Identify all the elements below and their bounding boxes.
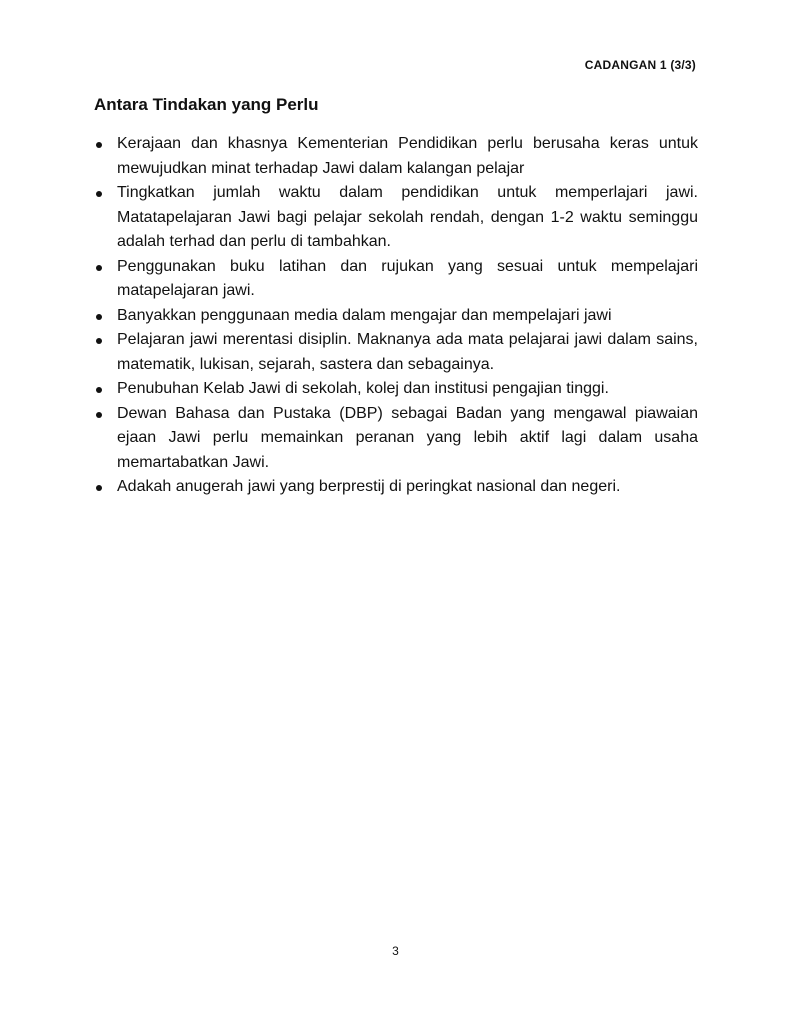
list-item-text: Penggunakan buku latihan dan rujukan yang sesuai untuk mempelajari matapelajaran jawi. bbox=[117, 257, 698, 299]
page-number: 3 bbox=[392, 944, 399, 958]
action-list bbox=[94, 132, 698, 500]
bullet-icon bbox=[96, 338, 102, 344]
bullet-icon bbox=[96, 142, 102, 148]
list-item bbox=[94, 255, 698, 304]
list-item-text: Pelajaran jawi merentasi disiplin. Maknanya ada mata pelajarai jawi dalam sains, matematik, lukisan, sejarah, sastera dan sebagainya. bbox=[117, 331, 698, 373]
list-item-text: Kerajaan dan khasnya Kementerian Pendidikan perlu berusaha keras untuk mewujudkan minat terhadap Jawi dalam kalangan pelajar bbox=[117, 135, 698, 177]
bullet-icon bbox=[96, 412, 102, 418]
list-item-text: Adakah anugerah jawi yang berprestij di peringkat nasional dan negeri. bbox=[117, 478, 621, 495]
bullet-icon bbox=[96, 387, 102, 393]
list-item-text: Penubuhan Kelab Jawi di sekolah, kolej dan institusi pengajian tinggi. bbox=[117, 380, 609, 397]
list-item bbox=[94, 475, 698, 500]
bullet-icon bbox=[96, 314, 102, 320]
list-item-text: Dewan Bahasa dan Pustaka (DBP) sebagai Badan yang mengawal piawaian ejaan Jawi perlu memainkan peranan yang lebih aktif lagi dalam usaha memartabatkan Jawi. bbox=[117, 404, 698, 471]
list-item-text: Banyakkan penggunaan media dalam mengajar dan mempelajari jawi bbox=[117, 306, 612, 324]
list-item bbox=[94, 304, 698, 329]
list-item bbox=[94, 377, 698, 402]
list-item bbox=[94, 132, 698, 181]
list-item bbox=[94, 181, 698, 255]
bullet-icon bbox=[96, 265, 102, 271]
list-item bbox=[94, 328, 698, 377]
section-title: Antara Tindakan yang Perlu bbox=[94, 95, 319, 114]
list-item bbox=[94, 402, 698, 476]
bullet-icon bbox=[96, 485, 102, 491]
slide-label: CADANGAN 1 (3/3) bbox=[584, 58, 696, 72]
bullet-icon bbox=[96, 191, 102, 197]
list-item-text: Tingkatkan jumlah waktu dalam pendidikan untuk memperlajari jawi. Matatapelajaran Jawi bagi pelajar sekolah rendah, dengan 1-2 waktu seminggu adalah terhad dan perlu di tambahkan. bbox=[117, 184, 698, 250]
